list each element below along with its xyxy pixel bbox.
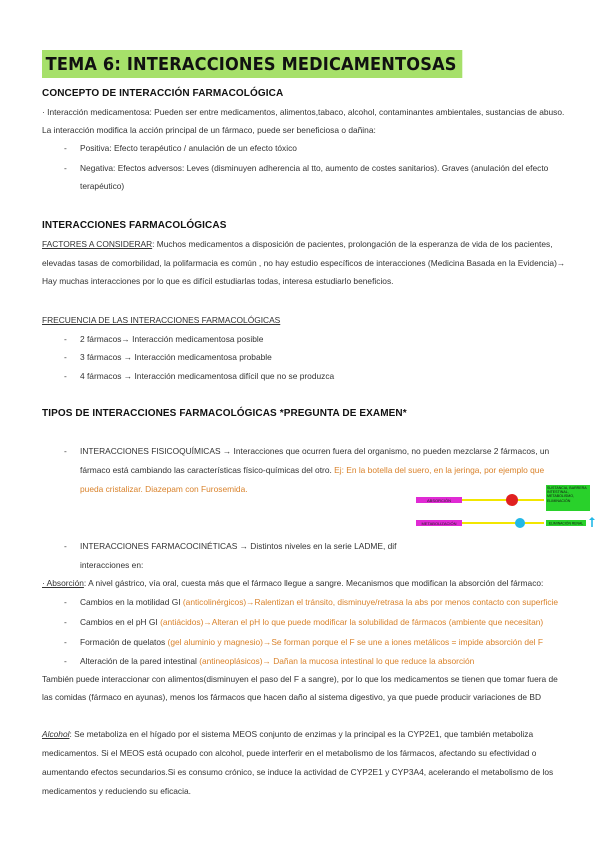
fisicoquimicas-example: Ej: En la botella del suero, en la jeringa, por ejemplo que xyxy=(331,465,545,475)
absorcion-box-label: ABSORCIÓN xyxy=(426,498,452,503)
absorcion-node xyxy=(506,494,518,506)
frecuencia-item-2: 3 fármacos → Interacción medicamentosa probable xyxy=(80,352,272,362)
interaction-diagram xyxy=(416,483,598,535)
alcohol-text: : Se metaboliza en el hígado por el sistema MEOS conjunto de enzimas y la principal es la CYP2E1, que también metaboliza xyxy=(69,729,534,739)
bullet-dash: - xyxy=(64,371,67,381)
item-detail: (anticolinérgicos)→Ralentizan el tránsito, disminuye/retrasa la abs por menos contacto con superficie xyxy=(182,597,559,607)
item-term: Formación de quelatos xyxy=(80,637,168,647)
concepto-line-2: La interacción modifica la acción principal de un fármaco, puede ser beneficiosa o dañina: xyxy=(42,125,376,135)
fisicoquimicas-line-3: pueda cristalizar. Diazepam con Furosemida. xyxy=(80,484,248,494)
factores-line-3: Hay muchas interacciones por lo que es difícil estudiarlas todas, interesa estudiarlo beneficios. xyxy=(42,276,394,286)
renal-box-label: ELIMINACIÓN RENAL xyxy=(548,521,584,526)
item-detail: (antineoplásicos)→ Dañan la mucosa intestinal lo que reduce la absorción xyxy=(199,656,475,666)
farmacocineticas-line-1: INTERACCIONES FARMACOCINÉTICAS → Distintos niveles en la serie LADME, dif xyxy=(80,541,397,551)
bullet-dash: - xyxy=(64,656,67,666)
note-box-text: SUSTANCIA, BARRERA INTESTINAL, METABOLISMO, ELIMINACIÓN xyxy=(547,486,587,503)
frecuencia-item-3: 4 fármacos → Interacción medicamentosa difícil que no se produzca xyxy=(80,371,335,381)
bullet-dash: - xyxy=(64,617,67,627)
interacciones-heading: INTERACCIONES FARMACOLÓGICAS xyxy=(42,220,227,231)
concepto-bullet-positiva: Positiva: Efecto terapéutico / anulación de un efecto tóxico xyxy=(80,143,297,153)
bullet-dash: - xyxy=(64,143,67,153)
alimentos-line-1: También puede interaccionar con alimentos(disminuyen el paso del F a sangre), por lo que los medicamentos se tienen que tomar fuera de xyxy=(42,674,558,684)
alcohol-line-3: aumentando efectos secundarios.Si es consumo crónico, se induce la actividad de CYP2E1 y CYP3A4, acelerando el metabolismo de los xyxy=(42,767,554,777)
bullet-dash: - xyxy=(64,334,67,344)
note-box-text-wrap xyxy=(547,486,589,510)
alcohol-label: Alcohol xyxy=(42,729,70,739)
bullet-dash: - xyxy=(64,541,67,551)
absorcion-item-pared xyxy=(80,655,474,667)
bullet-dash: - xyxy=(64,637,67,647)
renal-arrow-head xyxy=(589,517,595,520)
metabolizacion-node xyxy=(515,518,525,528)
fisicoquimicas-line-2 xyxy=(80,464,544,476)
concepto-bullet-negativa-cont: terapéutico) xyxy=(80,181,125,191)
alcohol-line-2: medicamentos. Si el MEOS está ocupado con alcohol, puede interferir en el metabolismo de los fármacos, afectando su efectividad o xyxy=(42,748,537,758)
item-detail: (antiácidos)→Alteran el pH lo que puede modificar la solubilidad de fármacos (ambiente que necesitan) xyxy=(160,617,544,627)
bullet-dash: - xyxy=(64,163,67,173)
page-title: TEMA 6: INTERACCIONES MEDICAMENTOSAS xyxy=(42,50,462,78)
metabolizacion-box-label: METABOLIZACIÓN xyxy=(421,521,457,526)
concepto-bullet-negativa: Negativa: Efectos adversos: Leves (disminuyen adherencia al tto, aumento de costes sanitarios). Graves (anulación del efecto xyxy=(80,163,549,173)
alcohol-line-1 xyxy=(42,728,533,740)
frecuencia-item-1: 2 fármacos→ Interacción medicamentosa posible xyxy=(80,334,264,344)
alimentos-line-2: las comidas (fármaco en ayunas), menos los fármacos que hacen daño al sistema digestivo, ya que puede producir variaciones de BD xyxy=(42,692,542,702)
concepto-heading: CONCEPTO DE INTERACCIÓN FARMACOLÓGICA xyxy=(42,88,284,99)
farmacocineticas-line-2: interacciones en: xyxy=(80,560,144,570)
frecuencia-heading: FRECUENCIA DE LAS INTERACCIONES FARMACOLÓGICAS xyxy=(42,315,281,325)
factores-text: : Muchos medicamentos a disposición de pacientes, prolongación de la esperanza de vida de los pacientes, xyxy=(152,239,553,249)
bullet-dash: - xyxy=(64,446,67,456)
factores-label: FACTORES A CONSIDERAR xyxy=(42,239,153,249)
factores-line-1 xyxy=(42,238,553,250)
tipos-heading: TIPOS DE INTERACCIONES FARMACOLÓGICAS *PREGUNTA DE EXAMEN* xyxy=(42,408,407,419)
fisicoquimicas-line-1: INTERACCIONES FISICOQUÍMICAS → Interacciones que ocurren fuera del organismo, no pueden mezclarse 2 fármacos, un xyxy=(80,446,550,456)
absorcion-intro-text: : A nivel gástrico, vía oral, cuesta más que el fármaco llegue a sangre. Mecanismos que modifican la absorción del fármaco: xyxy=(83,578,544,588)
absorcion-item-quelatos xyxy=(80,636,543,648)
item-detail: (gel aluminio y magnesio)→Se forman porque el F se une a iones metálicos = impide absorción del F xyxy=(167,637,543,647)
fisicoquimicas-text: fármaco está cambiando las características físico-químicas del otro. xyxy=(80,465,332,475)
item-term: Cambios en la motilidad GI xyxy=(80,597,183,607)
bullet-dash: - xyxy=(64,352,67,362)
alcohol-line-4: medicamentos y reduciendo su eficacia. xyxy=(42,786,191,796)
absorcion-intro xyxy=(42,577,543,589)
concepto-line-1: · Interacción medicamentosa: Pueden ser entre medicamentos, alimentos,tabaco, alcohol, contaminantes ambientales, sustancias de abuso. xyxy=(42,107,565,117)
absorcion-item-ph xyxy=(80,616,543,628)
item-term: Cambios en el pH GI xyxy=(80,617,161,627)
item-term: Alteración de la pared intestinal xyxy=(80,656,200,666)
factores-line-2: elevadas tasas de comorbilidad, la polifarmacia es común , no hay estudio específicos de interacciones (Medicina Basada en la Evidencia)→ xyxy=(42,258,566,268)
bullet-dash: - xyxy=(64,597,67,607)
absorcion-label: · Absorción xyxy=(42,578,84,588)
absorcion-item-motilidad xyxy=(80,596,558,608)
